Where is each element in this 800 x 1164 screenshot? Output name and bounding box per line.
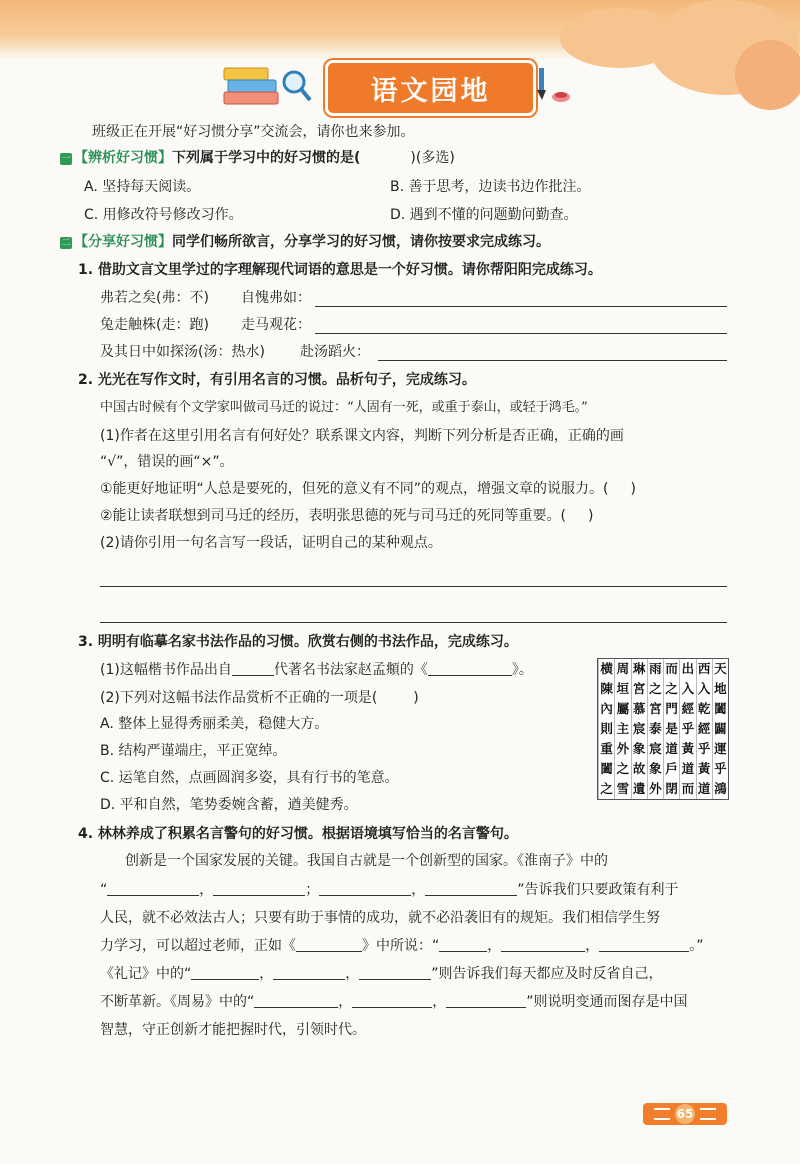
section-title-badge: [325, 60, 536, 116]
calligraphy-glyph: 乾: [697, 701, 711, 716]
q2-title: 2. 光光在写作文时，有引用名言的习惯。品析句子，完成练习。: [78, 372, 476, 388]
calligraphy-glyph: 乎: [681, 721, 695, 736]
page-number-badge: [643, 1103, 727, 1125]
q4-line4-a: 力学习，可以超过老师，正如《: [100, 938, 296, 954]
calligraphy-column: [712, 659, 728, 799]
q3-part1-b: 代著名书法家赵孟頫的《: [273, 662, 428, 678]
q2-part2: (2)请你引用一句名言写一段话，证明自己的某种观点。: [100, 535, 442, 551]
q1-row1-word: 自愧弗如：: [241, 290, 311, 306]
q2-part1-b: “√”，错误的画“×”。: [100, 454, 234, 470]
calligraphy-glyph: 雪: [616, 781, 630, 796]
page-decoration: [700, 1108, 716, 1120]
calligraphy-column: [679, 659, 695, 799]
calligraphy-glyph: 鴻: [714, 781, 727, 796]
calligraphy-glyph: 乎: [697, 741, 711, 756]
q3-option-d: D. 平和自然，笔势委婉含蓄，遒美健秀。: [100, 797, 358, 813]
q4-blank-5[interactable]: [439, 937, 487, 952]
calligraphy-glyph: 宮: [632, 681, 646, 696]
q4-line7: 智慧，守正创新才能把握时代，引领时代。: [100, 1022, 366, 1038]
q2-judge1: [100, 479, 636, 499]
q4-blank-9[interactable]: [273, 965, 345, 980]
q1-row1-source: 弗若之矣(弗：不): [100, 290, 209, 306]
section2-number: 二: [61, 238, 71, 248]
q4-blank-3[interactable]: [319, 881, 411, 896]
option-b: B. 善于思考，边读书边作批注。: [390, 179, 591, 195]
q2-judge2: [100, 506, 593, 526]
calligraphy-glyph: 門: [665, 701, 678, 716]
calligraphy-glyph: 道: [681, 761, 695, 776]
q3-title: 3. 明明有临摹名家书法作品的习惯。欣赏右侧的书法作品，完成练习。: [78, 634, 518, 650]
calligraphy-glyph: 天: [714, 661, 727, 676]
books-magnifier-icon: [222, 64, 314, 106]
section1-question: 下列属于学习中的好习惯的是(: [172, 150, 361, 166]
calligraphy-glyph: 闔: [714, 701, 727, 716]
q4-blank-11[interactable]: [254, 993, 338, 1008]
q1-row3-source: 及其日中如探汤(汤：热水): [100, 344, 265, 360]
q3-part2-text: (2)下列对这幅书法作品赏析不正确的一项是(: [100, 690, 378, 706]
calligraphy-glyph: 經: [681, 701, 695, 716]
calligraphy-glyph: 道: [665, 741, 678, 756]
q3-option-c: C. 运笔自然，点画圆润多姿，具有行书的笔意。: [100, 770, 399, 786]
q3-part2-end: ): [413, 690, 419, 706]
calligraphy-glyph: 西: [697, 661, 711, 676]
section2-intro: 同学们畅所欲言，分享学习的好习惯，请你按要求完成练习。: [172, 234, 550, 250]
q3-part1-c: 》。: [511, 662, 533, 678]
intro-text: 班级正在开展“好习惯分享”交流会，请你也来参加。: [92, 124, 415, 140]
cloud-decoration: [735, 40, 800, 110]
q4-line6-a: 不断革新。《周易》中的“: [100, 994, 255, 1010]
q3-option-b: B. 结构严谨端庄，平正宽绰。: [100, 743, 287, 759]
q1-row2-source: 兔走触株(走：跑): [100, 317, 209, 333]
calligraphy-glyph: 横: [600, 661, 613, 676]
option-c: C. 用修改符号修改习作。: [84, 207, 243, 223]
q1-row2-word: 走马观花：: [241, 317, 311, 333]
q4-blank-4[interactable]: [425, 881, 517, 896]
calligraphy-glyph: 雨: [649, 661, 662, 676]
calligraphy-glyph: 戶: [665, 761, 678, 776]
calligraphy-glyph: 出: [681, 661, 695, 676]
calligraphy-glyph: 運: [714, 741, 727, 756]
section1-heading: [60, 148, 455, 168]
calligraphy-glyph: 周: [616, 661, 630, 676]
calligraphy-glyph: 宮: [649, 701, 662, 716]
calligraphy-glyph: 闔: [600, 761, 613, 776]
q4-line2-text: ”告诉我们只要政策有利于: [517, 882, 679, 898]
q4-blank-12[interactable]: [352, 993, 432, 1008]
calligraphy-glyph: 而: [665, 661, 678, 676]
option-d: D. 遇到不懂的问题勤问勤查。: [390, 207, 578, 223]
q3-work-blank[interactable]: [428, 661, 512, 676]
brush-inkpot-icon: [533, 66, 573, 104]
calligraphy-glyph: 則: [600, 721, 613, 736]
calligraphy-glyph: 之: [665, 681, 678, 696]
calligraphy-glyph: 入: [697, 681, 711, 696]
page-decoration: [654, 1108, 670, 1120]
section2-heading: [60, 232, 550, 252]
q4-line6: 不断革新。《周易》中的“ ， ， ”则说明变通而图存是中国: [100, 994, 688, 1010]
q4-line4: 力学习，可以超过老师，正如《 》中所说：“ ， ， 。”: [100, 938, 704, 954]
calligraphy-glyph: 外: [616, 741, 630, 756]
q2-judge1-end: ): [630, 481, 636, 497]
calligraphy-glyph: 象: [649, 761, 662, 776]
q3-part2: [100, 688, 419, 708]
q1-row1-answer-line[interactable]: [315, 306, 727, 307]
q3-part1: [100, 660, 533, 680]
q4-line5-a: 《礼记》中的“: [100, 966, 192, 982]
calligraphy-glyph: 而: [681, 781, 695, 796]
q3-option-a: A. 整体上显得秀丽柔美，稳健大方。: [100, 716, 329, 732]
calligraphy-glyph: 屬: [616, 701, 630, 716]
calligraphy-column: [614, 659, 630, 799]
q1-row3-word: 赴汤蹈火：: [300, 344, 370, 360]
calligraphy-glyph: 慕: [632, 701, 646, 716]
q4-blank-7[interactable]: [599, 937, 689, 952]
calligraphy-image: [597, 658, 729, 800]
calligraphy-column: [647, 659, 663, 799]
option-a: A. 坚持每天阅读。: [84, 179, 201, 195]
calligraphy-glyph: 故: [632, 761, 646, 776]
page-number: 65: [675, 1104, 695, 1124]
q4-blank-8[interactable]: [191, 965, 259, 980]
calligraphy-glyph: 閉: [665, 781, 678, 796]
calligraphy-glyph: 黃: [697, 761, 711, 776]
calligraphy-glyph: 乎: [714, 761, 727, 776]
q4-line6-b: ”则说明变通而图存是中国: [526, 994, 688, 1010]
q3-dynasty-blank[interactable]: [232, 661, 274, 676]
section-title: 语文园地: [370, 75, 491, 107]
q4-title: 4. 林林养成了积累名言警句的好习惯。根据语境填写恰当的名言警句。: [78, 826, 518, 842]
q4-blank-13[interactable]: [446, 993, 526, 1008]
q4-blank-1[interactable]: [107, 881, 199, 896]
section1-tag: 【辨析好习惯】: [74, 150, 172, 166]
calligraphy-glyph: 重: [600, 741, 613, 756]
q4-line5: 《礼记》中的“ ， ， ”则告诉我们每天都应及时反省自己，: [100, 966, 663, 982]
q4-line1: 创新是一个国家发展的关键。我国自古就是一个创新型的国家。《淮南子》中的: [125, 853, 608, 869]
q4-line4-b: 》中所说：“: [362, 938, 440, 954]
calligraphy-glyph: 之: [600, 781, 613, 796]
q1-title: 1. 借助文言文里学过的字理解现代词语的意思是一个好习惯。请你帮阳阳完成练习。: [78, 262, 602, 278]
calligraphy-column: [696, 659, 712, 799]
calligraphy-column: [663, 659, 679, 799]
calligraphy-glyph: 道: [697, 781, 711, 796]
section1-number: 一: [61, 154, 71, 164]
calligraphy-glyph: 之: [616, 761, 630, 776]
calligraphy-glyph: 之: [649, 681, 662, 696]
q2-judge2-end: ): [588, 508, 594, 524]
calligraphy-glyph: 象: [632, 741, 646, 756]
section2-tag: 【分享好习惯】: [74, 234, 172, 250]
calligraphy-glyph: 外: [649, 781, 662, 796]
calligraphy-glyph: 入: [681, 681, 695, 696]
calligraphy-column: [631, 659, 647, 799]
q4-line3: 人民，就不必效法古人；只要有助于事情的成功，就不必沿袭旧有的规矩。我们相信学生努: [100, 910, 660, 926]
calligraphy-glyph: 內: [600, 701, 613, 716]
q2-part1-a: (1)作者在这里引用名言有何好处？联系课文内容，判断下列分析是否正确，正确的画: [100, 428, 624, 444]
calligraphy-glyph: 陳: [600, 681, 613, 696]
q1-row2-answer-line[interactable]: [315, 333, 727, 334]
q4-blank-6[interactable]: [501, 937, 585, 952]
q3-part1-a: (1)这幅楷书作品出自: [100, 662, 232, 678]
calligraphy-glyph: 宸: [632, 721, 646, 736]
calligraphy-glyph: 遺: [632, 781, 646, 796]
calligraphy-glyph: 闢: [714, 721, 727, 736]
calligraphy-glyph: 是: [665, 721, 678, 736]
q2-judge1-text: ①能更好地证明“人总是要死的，但死的意义有不同”的观点，增强文章的说服力。(: [100, 481, 609, 497]
q4-blank-10[interactable]: [359, 965, 431, 980]
q1-row3-answer-line[interactable]: [378, 360, 727, 361]
q2-quote: 中国古时候有个文学家叫做司马迁的说过：“人固有一死，或重于泰山，或轻于鸿毛。”: [100, 400, 588, 415]
calligraphy-glyph: 宸: [649, 741, 662, 756]
q4-blank-2[interactable]: [213, 881, 305, 896]
q4-book-blank[interactable]: [296, 937, 362, 952]
calligraphy-glyph: 垣: [616, 681, 630, 696]
section1-suffix: )(多选): [410, 150, 455, 166]
calligraphy-glyph: 地: [714, 681, 727, 696]
calligraphy-glyph: 泰: [649, 721, 662, 736]
q2-answer-line-2[interactable]: [100, 622, 727, 623]
calligraphy-glyph: 主: [616, 721, 630, 736]
q4-line5-b: ”则告诉我们每天都应及时反省自己，: [431, 966, 663, 982]
q2-answer-line-1[interactable]: [100, 586, 727, 587]
q4-line2: “ ， ； ， ”告诉我们只要政策有利于: [100, 882, 679, 898]
q2-judge2-text: ②能让读者联想到司马迁的经历，表明张思德的死与司马迁的死同等重要。(: [100, 508, 567, 524]
calligraphy-glyph: 經: [697, 721, 711, 736]
calligraphy-glyph: 黃: [681, 741, 695, 756]
calligraphy-glyph: 琳: [632, 661, 646, 676]
calligraphy-column: [598, 659, 614, 799]
